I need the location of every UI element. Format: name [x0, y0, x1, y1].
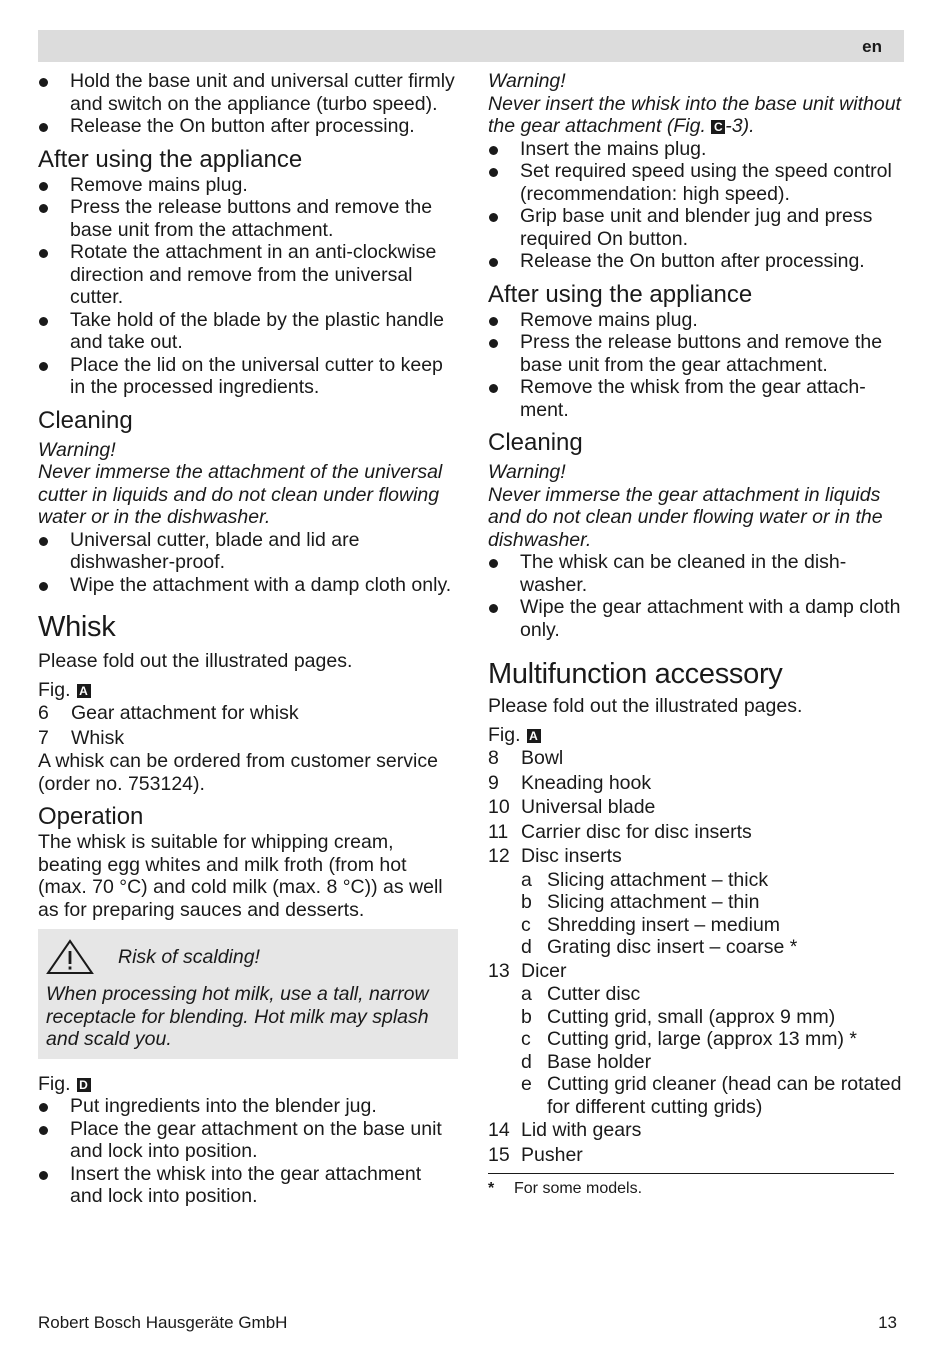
sub-list-item: e Cutting grid cleaner (head can be rotated for different cutting grids) — [521, 1073, 902, 1118]
cleaning-bullet-list — [38, 529, 458, 597]
footnote-divider — [488, 1173, 894, 1174]
section-heading-after-use: After using the appliance — [488, 280, 753, 308]
fold-out-note: Please fold out the illustrated pages. — [488, 695, 803, 717]
list-item: 13 Dicer — [488, 959, 567, 982]
bullet-icon — [489, 559, 498, 568]
list-item: Universal cutter, blade and lid are dishwasher-proof. — [38, 529, 458, 574]
warning-text: Never immerse the attachment of the universal cutter in liquids and do not clean under flowing water or in the dishwasher. — [38, 461, 443, 528]
bullet-icon — [489, 604, 498, 613]
sub-list-item: d Base holder — [521, 1050, 652, 1073]
list-item: Wipe the gear attachment with a damp cloth only. — [488, 596, 904, 641]
bullet-icon — [39, 362, 48, 371]
list-item: 6 Gear attachment for whisk — [38, 702, 299, 724]
operation-text: The whisk is suitable for whipping cream, beating egg whites and milk froth (from hot (max. 70 °C) and cold milk (max. 8 °C)) as well as for preparing sauces and desserts. — [38, 831, 443, 921]
section-heading-cleaning: Cleaning — [488, 429, 583, 456]
warning-triangle-icon — [46, 939, 94, 975]
bullet-icon — [489, 339, 498, 348]
bullet-icon — [489, 317, 498, 326]
language-bar — [38, 30, 904, 62]
list-item: Set required speed using the speed control (recommendation: high speed). — [488, 160, 904, 205]
bullet-icon — [39, 182, 48, 191]
sub-list-item: c Cutting grid, large (approx 13 mm) * — [521, 1028, 857, 1050]
bullet-icon — [39, 78, 48, 87]
figure-reference: Fig. A — [38, 679, 458, 702]
list-item: Press the release buttons and remove the base unit from the gear attachment. — [488, 331, 904, 376]
figure-letter-box: C — [711, 120, 725, 134]
list-item: Release the On button after processing. — [38, 115, 458, 138]
list-item: Place the lid on the universal cutter to keep in the processed ingredients. — [38, 354, 458, 399]
warning-title: Warning! — [488, 70, 566, 92]
list-item: 9 Kneading hook — [488, 771, 652, 794]
bullet-icon — [489, 213, 498, 222]
bullet-icon — [39, 537, 48, 546]
order-note: A whisk can be ordered from customer service (order no. 753124). — [38, 750, 438, 795]
sub-list-item: d Grating disc insert – coarse * — [521, 936, 798, 958]
operation-bullet-list — [38, 1095, 458, 1208]
left-column — [38, 70, 458, 1208]
bullet-icon — [39, 1171, 48, 1180]
footer-company: Robert Bosch Hausgeräte GmbH — [38, 1313, 288, 1332]
warning-title: Warning! — [488, 461, 566, 483]
fold-out-note: Please fold out the illustrated pages. — [38, 650, 353, 672]
after-use-bullet-list — [488, 309, 904, 422]
whisk-usage-bullet-list — [488, 138, 904, 273]
list-item: Put ingredients into the blender jug. — [38, 1095, 458, 1118]
list-item: Wipe the attachment with a damp cloth only. — [38, 574, 458, 597]
section-heading-operation: Operation — [38, 803, 144, 830]
bullet-icon — [39, 249, 48, 258]
bullet-icon — [39, 204, 48, 213]
list-item: 14 Lid with gears — [488, 1119, 642, 1141]
list-item: Insert the whisk into the gear attachment and lock into position. — [38, 1163, 458, 1208]
bullet-icon — [489, 258, 498, 267]
list-item: Release the On button after processing. — [488, 250, 904, 273]
bullet-icon — [489, 384, 498, 393]
figure-letter-box: A — [527, 729, 541, 743]
language-code: en — [862, 37, 882, 56]
list-item: The whisk can be cleaned in the dish-washer. — [488, 551, 904, 596]
warning-text: Never immerse the gear attachment in liquids and do not clean under flowing water or in the dishwasher. — [488, 483, 883, 551]
risk-warning-title: Risk of scalding! — [118, 945, 260, 968]
sub-list-item: b Slicing attachment – thin — [521, 891, 760, 913]
bullet-icon — [39, 582, 48, 591]
list-item: Grip base unit and blender jug and press required On button. — [488, 205, 904, 250]
list-item: Remove the whisk from the gear attach-ment. — [488, 376, 904, 421]
bullet-icon — [489, 146, 498, 155]
bullet-icon — [489, 168, 498, 177]
cleaning-bullet-list — [488, 551, 904, 641]
list-item: Place the gear attachment on the base unit and lock into position. — [38, 1118, 458, 1163]
figure-reference: Fig. A — [488, 724, 904, 747]
warning-title: Warning! — [38, 438, 116, 461]
list-item: 11 Carrier disc for disc inserts — [488, 820, 752, 843]
list-item: 8 Bowl — [488, 747, 564, 769]
section-heading-multifunction: Multifunction accessory — [488, 658, 783, 690]
right-column — [488, 70, 904, 1198]
list-item: 12 Disc inserts — [488, 845, 622, 867]
bullet-icon — [39, 123, 48, 132]
bullet-icon — [39, 1126, 48, 1135]
list-item: 10 Universal blade — [488, 796, 656, 818]
list-item: 7 Whisk — [38, 726, 125, 749]
footnote: * For some models. — [488, 1180, 643, 1197]
list-item: Remove mains plug. — [488, 309, 904, 332]
sub-list-item: b Cutting grid, small (approx 9 mm) — [521, 1005, 836, 1028]
risk-warning-text: When processing hot milk, use a tall, narrow receptacle for blending. Hot milk may splash and scald you. — [46, 983, 429, 1050]
figure-reference: Fig. D — [38, 1073, 458, 1096]
list-item: 15 Pusher — [488, 1143, 583, 1166]
list-item: Rotate the attachment in an anti-clockwise direction and remove from the universal cutter. — [38, 241, 458, 309]
section-heading-whisk: Whisk — [38, 611, 116, 643]
list-item: Hold the base unit and universal cutter firmly and switch on the appliance (turbo speed). — [38, 70, 458, 115]
list-item: Insert the mains plug. — [488, 138, 904, 161]
risk-warning-header — [46, 939, 450, 975]
list-item: Take hold of the blade by the plastic handle and take out. — [38, 309, 458, 354]
figure-letter-box: A — [77, 684, 91, 698]
sub-list-item: a Slicing attachment – thick — [521, 868, 769, 891]
section-heading-after-use: After using the appliance — [38, 145, 303, 173]
intro-bullet-list — [38, 70, 458, 138]
risk-warning-box — [38, 929, 458, 1059]
list-item: Remove mains plug. — [38, 174, 458, 197]
bullet-icon — [39, 1103, 48, 1112]
page-number: 13 — [878, 1313, 897, 1332]
figure-letter-box: D — [77, 1078, 91, 1092]
after-use-bullet-list — [38, 174, 458, 399]
section-heading-cleaning: Cleaning — [38, 406, 133, 434]
sub-list-item: a Cutter disc — [521, 983, 641, 1005]
bullet-icon — [39, 317, 48, 326]
warning-text: Never insert the whisk into the base unit without the gear attachment (Fig. C -3). — [488, 92, 901, 137]
list-item: Press the release buttons and remove the base unit from the attachment. — [38, 196, 458, 241]
sub-list-item: c Shredding insert – medium — [521, 913, 781, 936]
